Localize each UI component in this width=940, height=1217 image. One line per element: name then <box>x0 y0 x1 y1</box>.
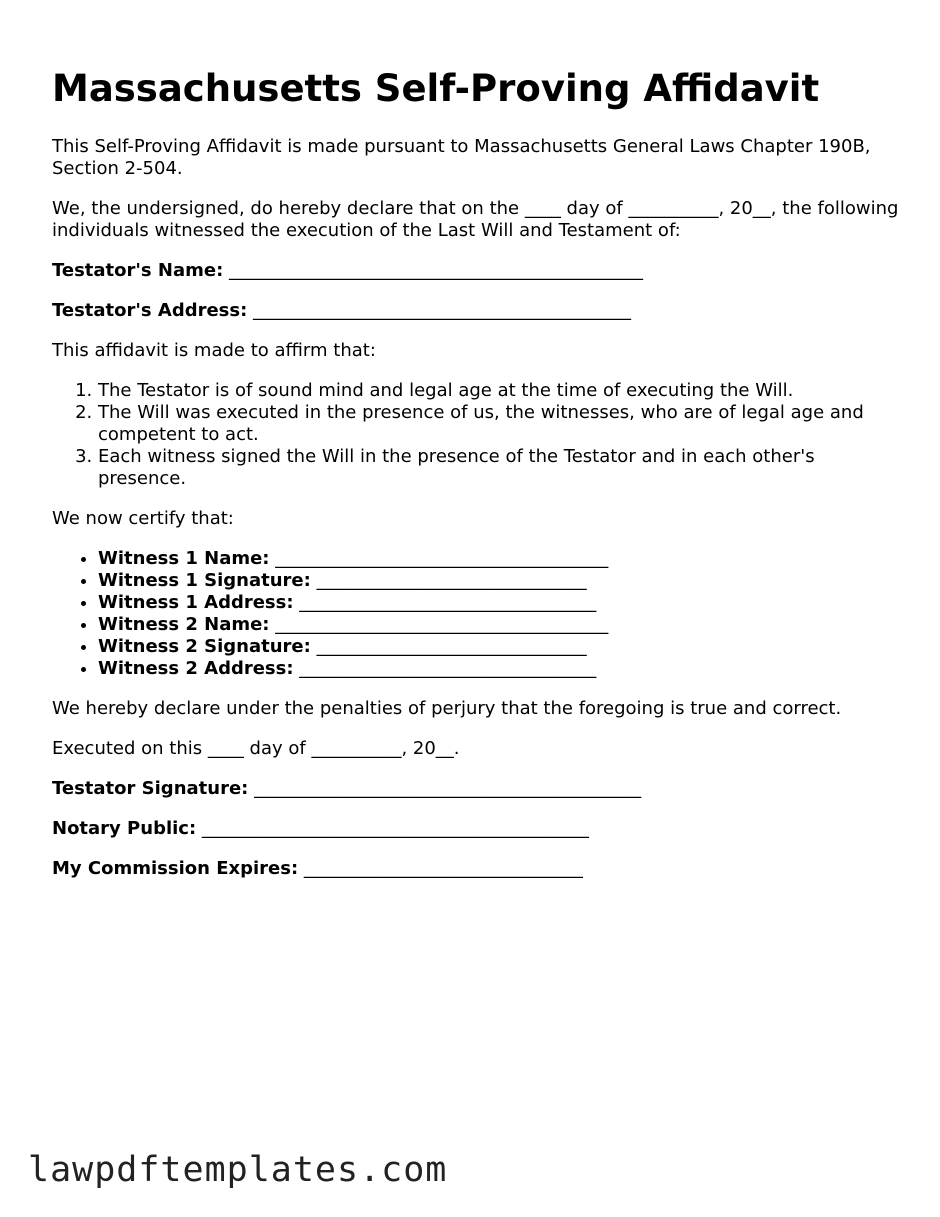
witness-field <box>98 592 902 614</box>
witness-field-label: Witness 2 Signature: <box>98 636 311 657</box>
witness-field-label: Witness 2 Name: <box>98 614 270 635</box>
affirmation-item: 1. The Testator is of sound mind and legal age at the time of executing the Will. <box>98 380 902 402</box>
witness-field <box>98 570 902 592</box>
witness-field <box>98 614 902 636</box>
affirmation-list <box>52 380 902 490</box>
notary-public-label: Notary Public: <box>52 818 197 839</box>
affirmation-item: 2. The Will was executed in the presence of us, the witnesses, who are of legal age and competent to act. <box>98 402 902 446</box>
witness-field-label: Witness 1 Name: <box>98 548 270 569</box>
witness-field-blank: ______________________________ <box>316 570 587 591</box>
witness-field-label: Witness 2 Address: <box>98 658 294 679</box>
witness-field <box>98 548 902 570</box>
site-watermark: lawpdftemplates.com <box>28 1150 448 1190</box>
testator-address-line <box>52 300 902 322</box>
affidavit-page <box>52 66 902 898</box>
testator-name-line <box>52 260 902 282</box>
declaration-paragraph: We, the undersigned, do hereby declare that on the ____ day of __________, 20__, the following individuals witnessed the execution of the Last Will and Testament of: <box>52 198 899 241</box>
witness-field-label: Witness 1 Address: <box>98 592 294 613</box>
commission-expires-line <box>52 858 902 880</box>
certify-intro: We now certify that: <box>52 508 234 529</box>
perjury-statement: We hereby declare under the penalties of perjury that the foregoing is true and correct. <box>52 698 842 719</box>
testator-address-blank: __________________________________________ <box>253 300 632 321</box>
intro-paragraph: This Self-Proving Affidavit is made pursuant to Massachusetts General Laws Chapter 190B, Section 2-504. <box>52 136 871 179</box>
notary-public-line <box>52 818 902 840</box>
testator-signature-line <box>52 778 902 800</box>
notary-public-blank: ___________________________________________ <box>201 818 589 839</box>
witness-field-blank: ______________________________ <box>316 636 587 657</box>
executed-date-line: Executed on this ____ day of __________, 20__. <box>52 738 460 759</box>
testator-name-label: Testator's Name: <box>52 260 224 281</box>
witness-field-blank: _____________________________________ <box>275 614 609 635</box>
testator-signature-blank: ___________________________________________ <box>254 778 642 799</box>
witness-field-blank: _____________________________________ <box>275 548 609 569</box>
affirmation-item: 3. Each witness signed the Will in the presence of the Testator and in each other's presence. <box>98 446 902 490</box>
commission-expires-blank: _______________________________ <box>303 858 583 879</box>
witness-field-blank: _________________________________ <box>299 592 597 613</box>
testator-name-blank: ______________________________________________ <box>229 260 644 281</box>
affirm-intro: This affidavit is made to affirm that: <box>52 340 376 361</box>
commission-expires-label: My Commission Expires: <box>52 858 299 879</box>
testator-signature-label: Testator Signature: <box>52 778 249 799</box>
witness-field-label: Witness 1 Signature: <box>98 570 311 591</box>
witness-list <box>52 548 902 680</box>
witness-field-blank: _________________________________ <box>299 658 597 679</box>
document-title: Massachusetts Self-Proving Affidavit <box>52 67 820 110</box>
testator-address-label: Testator's Address: <box>52 300 248 321</box>
witness-field <box>98 658 902 680</box>
witness-field <box>98 636 902 658</box>
